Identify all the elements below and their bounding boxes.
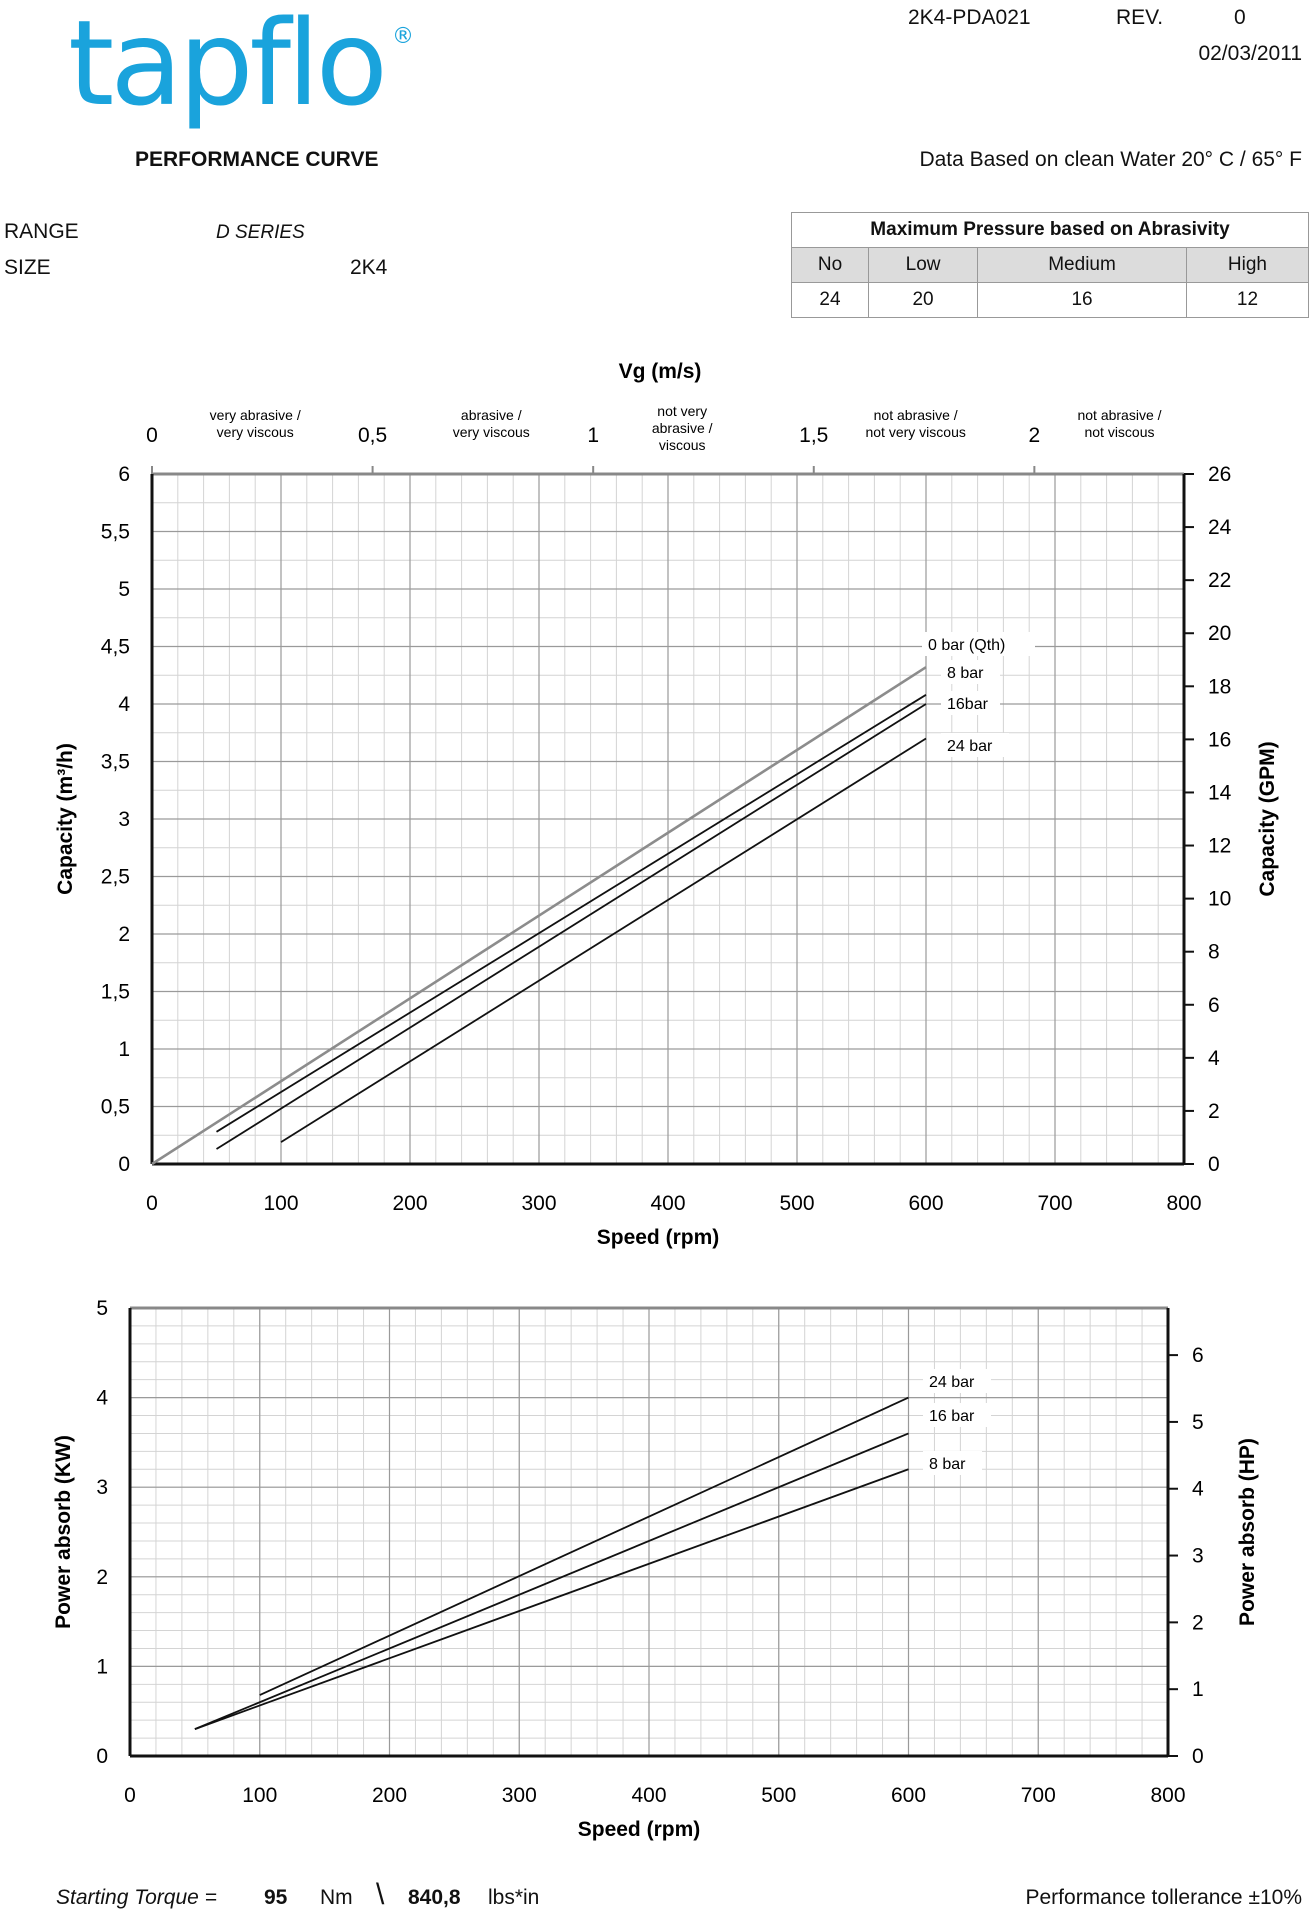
y2-tick-label: 3 — [1192, 1544, 1204, 1568]
size-label: SIZE — [4, 256, 51, 279]
y2-tick-label: 4 — [1208, 1046, 1220, 1070]
series-label: 8 bar — [947, 665, 984, 682]
y2-tick-label: 18 — [1208, 675, 1232, 699]
tapflo-logo: tapflo ® — [68, 0, 414, 132]
x-tick-label: 800 — [1166, 1192, 1202, 1215]
y2-tick-label: 10 — [1208, 887, 1232, 911]
series-label: 24 bar — [947, 738, 993, 755]
abrasivity-zone-label: abrasive / — [651, 420, 713, 436]
y2-tick-label: 14 — [1208, 781, 1232, 805]
x-tick-label: 400 — [631, 1784, 667, 1807]
unit-separator: \ — [376, 1878, 385, 1911]
y2-tick-label: 16 — [1208, 728, 1232, 752]
y-tick-label: 3 — [96, 1476, 108, 1500]
pressure-table-title: Maximum Pressure based on Abrasivity — [792, 213, 1309, 248]
y2-tick-label: 6 — [1208, 993, 1220, 1017]
y-tick-label: 1 — [118, 1038, 130, 1061]
y-tick-label: 0 — [118, 1153, 130, 1176]
y-tick-label: 5 — [96, 1297, 108, 1320]
x-axis-title: Speed (rpm) — [577, 1818, 701, 1841]
top-tick-label: 1,5 — [799, 424, 829, 447]
y-tick-label: 4 — [96, 1386, 108, 1410]
y2-tick-label: 20 — [1208, 622, 1232, 646]
x-tick-label: 200 — [392, 1192, 428, 1215]
abrasivity-zone-label: very abrasive / — [209, 407, 301, 423]
x-tick-label: 600 — [890, 1784, 927, 1807]
abrasivity-zone-label: viscous — [658, 437, 706, 453]
pressure-value-medium: 16 — [978, 283, 1187, 318]
series-label: 24 bar — [929, 1374, 975, 1391]
y2-tick-label: 2 — [1208, 1099, 1220, 1123]
range-label: RANGE — [4, 220, 79, 243]
data-basis-note: Data Based on clean Water 20° C / 65° F — [919, 148, 1302, 171]
top-tick-label: 1 — [587, 424, 600, 447]
abrasivity-zone-label: very viscous — [452, 424, 530, 440]
y-tick-label: 3,5 — [100, 750, 130, 774]
y-tick-label: 1,5 — [100, 980, 130, 1004]
starting-torque-nm: 95 — [264, 1886, 288, 1909]
y2-tick-label: 2 — [1192, 1611, 1204, 1635]
document-number: 2K4-PDA021 — [908, 6, 1031, 29]
max-pressure-table — [791, 212, 1309, 318]
x-tick-label: 600 — [908, 1192, 944, 1215]
abrasivity-zone-label: not abrasive / — [873, 407, 958, 423]
x-tick-label: 0 — [146, 1192, 158, 1215]
y-tick-label: 2 — [96, 1565, 108, 1589]
range-value: D SERIES — [216, 222, 305, 243]
y-tick-label: 1 — [96, 1655, 108, 1679]
series-label: 16bar — [947, 696, 988, 713]
y-tick-label: 4,5 — [100, 635, 130, 659]
performance-tolerance: Performance tollerance ±10% — [1025, 1886, 1302, 1909]
x-tick-label: 200 — [371, 1784, 408, 1807]
starting-torque-lbs: 840,8 — [408, 1886, 461, 1909]
y2-tick-label: 0 — [1208, 1153, 1220, 1176]
unit-nm: Nm — [320, 1886, 353, 1909]
x-tick-label: 100 — [242, 1784, 278, 1807]
y2-tick-label: 4 — [1192, 1477, 1204, 1501]
abrasivity-zone-label: abrasive / — [460, 407, 522, 423]
y-axis-title: Power absorb (KW) — [52, 1435, 75, 1629]
abrasivity-zone-label: not very — [657, 403, 708, 419]
x-tick-label: 0 — [124, 1784, 136, 1807]
registered-mark: ® — [392, 24, 414, 49]
document-date: 02/03/2011 — [1198, 42, 1302, 65]
y2-tick-label: 26 — [1208, 463, 1232, 486]
x-tick-label: 400 — [650, 1192, 686, 1215]
power-chart — [0, 1280, 1312, 1860]
y2-tick-label: 22 — [1208, 569, 1232, 593]
pressure-col-no: No — [792, 248, 869, 283]
abrasivity-zone-label: very viscous — [216, 424, 294, 440]
y2-axis-title: Capacity (GPM) — [1256, 741, 1279, 897]
pressure-col-high: High — [1186, 248, 1308, 283]
size-value: 2K4 — [350, 256, 388, 279]
top-tick-label: 0,5 — [357, 424, 388, 447]
y-tick-label: 2,5 — [100, 865, 130, 889]
series-label: 0 bar (Qth) — [928, 637, 1006, 654]
y-tick-label: 5,5 — [100, 520, 130, 544]
x-tick-label: 800 — [1150, 1784, 1186, 1807]
pressure-col-low: Low — [868, 248, 977, 283]
series-line-8-bar — [217, 695, 927, 1132]
top-tick-label: 2 — [1028, 424, 1041, 447]
unit-lbs-in: lbs*in — [488, 1886, 540, 1909]
y2-tick-label: 8 — [1208, 940, 1220, 964]
y2-tick-label: 5 — [1192, 1410, 1204, 1434]
y2-tick-label: 12 — [1208, 834, 1232, 858]
pressure-col-medium: Medium — [978, 248, 1187, 283]
x-tick-label: 100 — [263, 1192, 299, 1215]
x-tick-label: 300 — [501, 1784, 537, 1807]
top-axis-title: Vg (m/s) — [618, 360, 702, 383]
y2-axis-title: Power absorb (HP) — [1236, 1438, 1259, 1626]
abrasivity-zone-label: not abrasive / — [1077, 407, 1162, 423]
y-tick-label: 0 — [96, 1745, 108, 1768]
x-tick-label: 300 — [521, 1192, 557, 1215]
starting-torque-label: Starting Torque = — [56, 1886, 217, 1909]
top-tick-label: 0 — [146, 424, 158, 447]
y-tick-label: 2 — [118, 923, 130, 946]
x-tick-label: 500 — [761, 1784, 797, 1807]
y2-tick-label: 24 — [1208, 516, 1232, 540]
series-line-8-bar — [195, 1469, 909, 1729]
series-line-16bar — [217, 704, 927, 1149]
series-line-24-bar — [260, 1398, 909, 1695]
pressure-value-no: 24 — [792, 283, 869, 318]
revision-value: 0 — [1234, 6, 1246, 29]
pressure-value-low: 20 — [868, 283, 977, 318]
y-tick-label: 5 — [118, 578, 130, 601]
x-axis-title: Speed (rpm) — [596, 1226, 720, 1249]
x-tick-label: 500 — [779, 1192, 815, 1215]
capacity-chart — [0, 340, 1312, 1260]
y2-tick-label: 6 — [1192, 1344, 1204, 1368]
y-tick-label: 4 — [118, 693, 130, 716]
y-tick-label: 6 — [118, 463, 130, 486]
y2-tick-label: 1 — [1192, 1678, 1204, 1702]
x-tick-label: 700 — [1020, 1784, 1056, 1807]
series-label: 16 bar — [929, 1408, 975, 1425]
y2-tick-label: 0 — [1192, 1745, 1204, 1768]
pressure-value-high: 12 — [1186, 283, 1308, 318]
revision-label: REV. — [1116, 6, 1164, 29]
y-tick-label: 0,5 — [100, 1095, 130, 1119]
y-tick-label: 3 — [118, 808, 130, 831]
series-line-24-bar — [281, 739, 926, 1143]
y-axis-title: Capacity (m³/h) — [54, 743, 77, 895]
page-title: PERFORMANCE CURVE — [135, 148, 379, 171]
abrasivity-zone-label: not very viscous — [865, 424, 966, 440]
abrasivity-zone-label: not viscous — [1084, 424, 1155, 440]
x-tick-label: 700 — [1037, 1192, 1073, 1215]
series-label: 8 bar — [929, 1456, 966, 1473]
